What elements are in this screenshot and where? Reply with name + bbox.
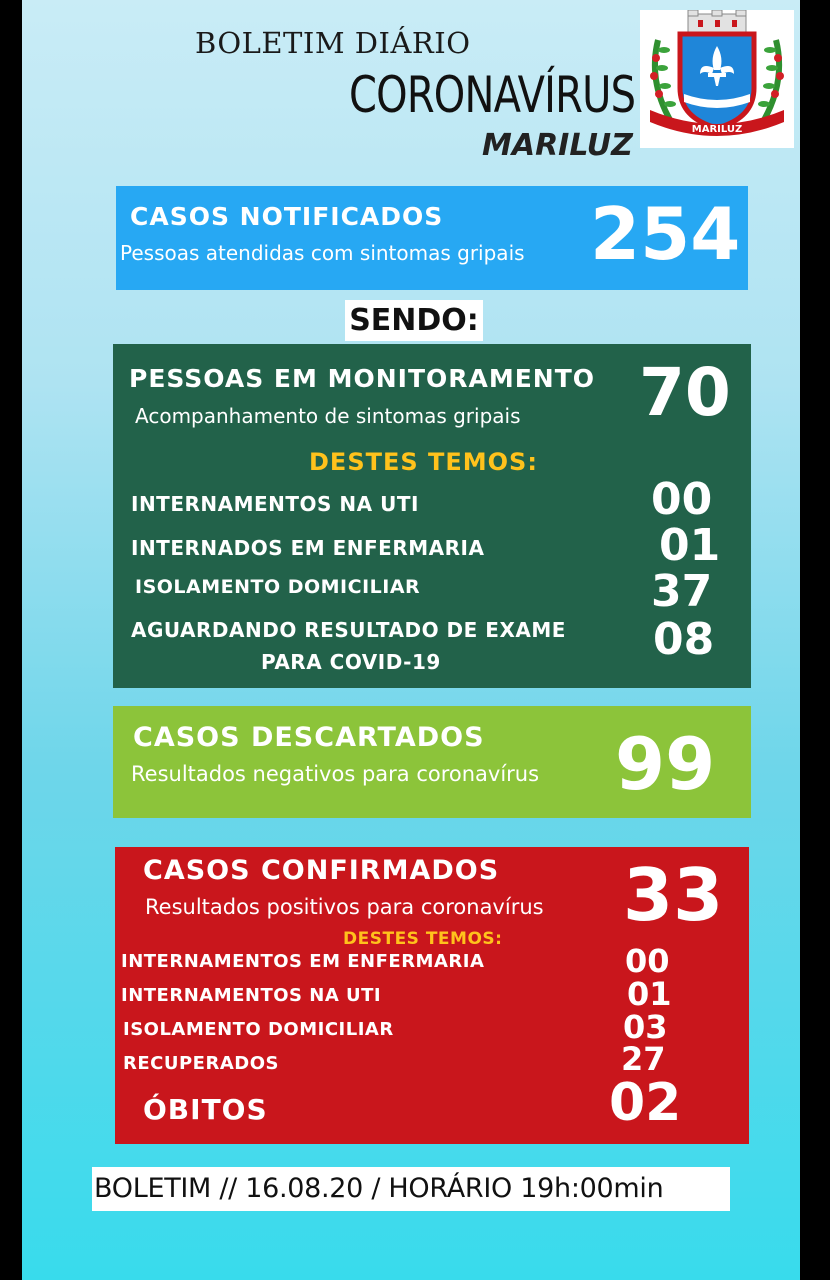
confirmed-row-isolamento-value: 03	[623, 1008, 668, 1046]
city-crest-logo	[640, 10, 794, 148]
city-name: MARILUZ	[482, 128, 633, 163]
confirmed-row-obitos-label: ÓBITOS	[143, 1093, 268, 1126]
crest-label: MARILUZ	[691, 124, 743, 135]
discarded-cases-subtitle: Resultados negativos para coronavírus	[131, 762, 540, 786]
monitoring-row-enfermaria-label: INTERNADOS EM ENFERMARIA	[131, 536, 485, 560]
confirmed-row-uti-label: INTERNAMENTOS NA UTI	[121, 985, 382, 1006]
confirmed-destes-label: DESTES TEMOS:	[343, 929, 503, 949]
monitoring-row-aguardando-value: 08	[653, 614, 715, 665]
confirmed-cases-value: 33	[623, 853, 724, 937]
notified-cases-subtitle: Pessoas atendidas com sintomas gripais	[120, 241, 525, 265]
confirmed-row-enfermaria-value: 00	[625, 942, 670, 980]
monitoring-value: 70	[639, 354, 731, 431]
confirmed-cases-subtitle: Resultados positivos para coronavírus	[145, 895, 544, 919]
confirmed-row-isolamento-label: ISOLAMENTO DOMICILIAR	[123, 1019, 394, 1040]
discarded-cases-title: CASOS DESCARTADOS	[133, 722, 485, 753]
confirmed-row-enfermaria-label: INTERNAMENTOS EM ENFERMARIA	[121, 951, 485, 972]
notified-cases-title: CASOS NOTIFICADOS	[130, 202, 444, 231]
monitoring-panel	[113, 344, 751, 688]
monitoring-row-uti-value: 00	[651, 474, 713, 525]
sendo-label: SENDO:	[345, 300, 483, 341]
confirmed-cases-title: CASOS CONFIRMADOS	[143, 855, 500, 886]
monitoring-row-aguardando-label-2: PARA COVID-19	[261, 650, 441, 674]
bulletin-title: BOLETIM DIÁRIO	[195, 26, 471, 60]
monitoring-row-isolamento-label: ISOLAMENTO DOMICILIAR	[135, 576, 421, 598]
monitoring-row-uti-label: INTERNAMENTOS NA UTI	[131, 492, 419, 516]
discarded-cases-value: 99	[615, 722, 716, 806]
monitoring-subtitle: Acompanhamento de sintomas gripais	[135, 404, 521, 428]
main-title: CORONAVÍRUS	[349, 66, 636, 124]
monitoring-title: PESSOAS EM MONITORAMENTO	[129, 364, 596, 393]
discarded-cases-panel	[113, 706, 751, 818]
monitoring-row-enfermaria-value: 01	[659, 520, 721, 571]
notified-cases-panel	[116, 186, 748, 290]
monitoring-row-aguardando-label: AGUARDANDO RESULTADO DE EXAME	[131, 618, 566, 642]
confirmed-row-recuperados-label: RECUPERADOS	[123, 1053, 279, 1074]
bulletin-poster	[22, 0, 800, 1280]
monitoring-row-isolamento-value: 37	[651, 566, 713, 617]
confirmed-row-uti-value: 01	[627, 975, 672, 1013]
crest-icon	[640, 10, 794, 148]
confirmed-cases-panel	[115, 847, 749, 1144]
notified-cases-value: 254	[590, 192, 741, 276]
footer-date-time: BOLETIM // 16.08.20 / HORÁRIO 19h:00min	[92, 1167, 730, 1211]
confirmed-row-obitos-value: 02	[609, 1073, 682, 1133]
monitoring-destes-label: DESTES TEMOS:	[309, 448, 538, 476]
confirmed-row-recuperados-value: 27	[621, 1040, 666, 1078]
